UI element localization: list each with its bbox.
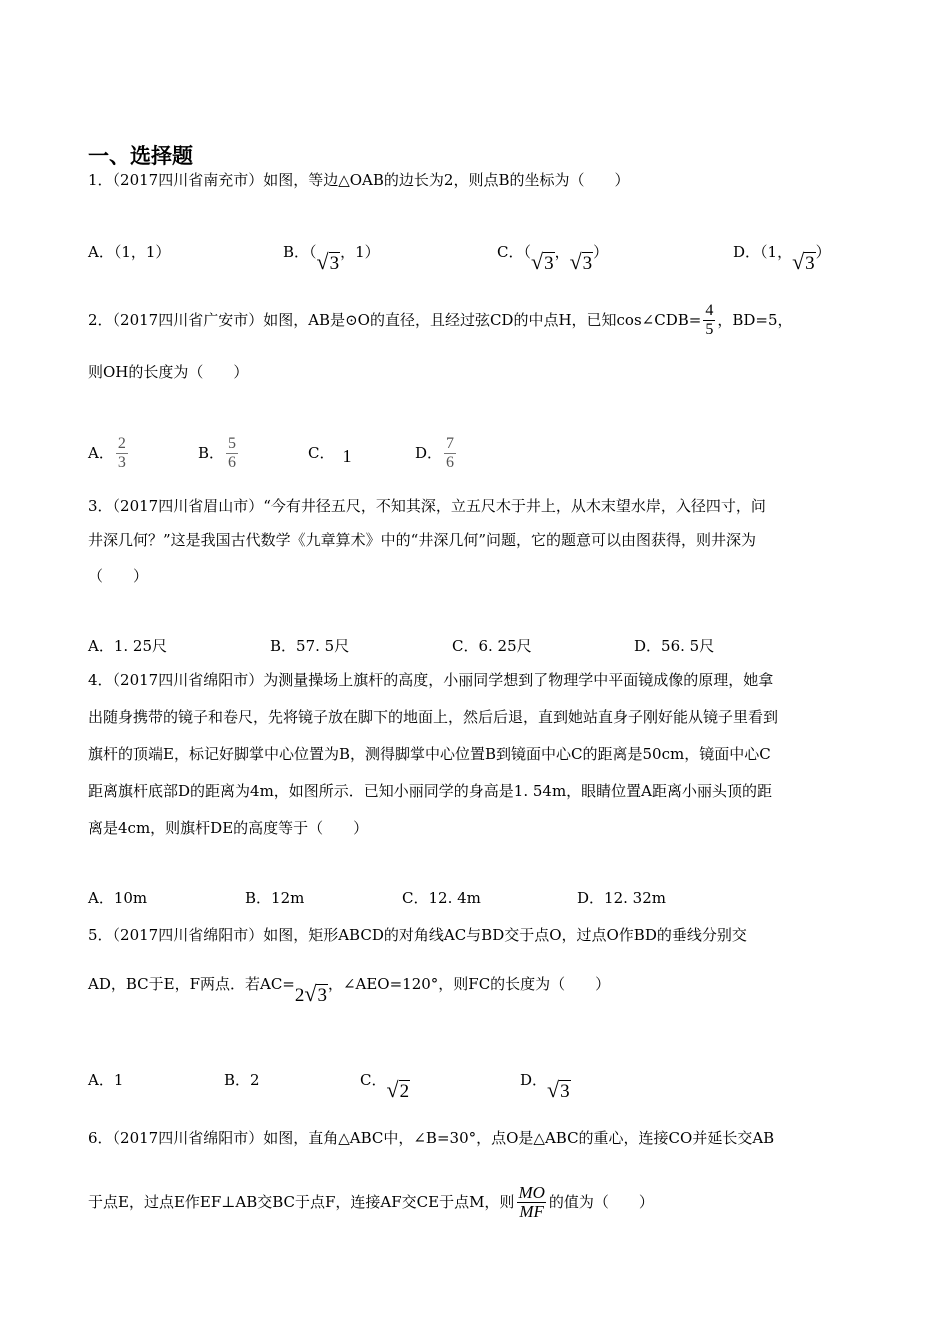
fraction: $\frac{7}{6}$ bbox=[446, 434, 455, 471]
q1-option-c: C．（√3，√3） bbox=[497, 243, 609, 274]
q3-option-b: B．57. 5尺 bbox=[270, 637, 350, 655]
question-6-line-1: 6．（2017四川省绵阳市）如图，直角△ABC中，∠B=30°，点O是△ABC的重心，连接CO并延长交AB bbox=[88, 1129, 775, 1147]
q4-option-b: B．12m bbox=[245, 889, 305, 907]
question-3-line-1: 3．（2017四川省眉山市）“今有井径五尺，不知其深，立五尺木于井上，从木末望水岸，入径四寸，问 bbox=[88, 497, 766, 515]
q2-option-d: D． $\frac{7}{6}$ bbox=[415, 434, 455, 471]
q1-option-a: A．（1，1） bbox=[88, 243, 171, 261]
sqrt-symbol: √3 bbox=[792, 249, 815, 274]
sqrt-symbol: √3 bbox=[569, 249, 593, 274]
section-title: 一、选择题 bbox=[88, 144, 193, 168]
question-4-line-1: 4．（2017四川省绵阳市）为测量操场上旗杆的高度，小丽同学想到了物理学中平面镜成像的原理，她拿 bbox=[88, 671, 774, 689]
sqrt-symbol: √3 bbox=[316, 249, 340, 274]
q5-option-a: A．1 bbox=[88, 1071, 124, 1089]
question-1 bbox=[88, 170, 629, 190]
q4-option-c: C．12. 4m bbox=[402, 889, 481, 907]
q1-option-b: B．（√3，1） bbox=[283, 243, 380, 274]
q2-option-b: B． $\frac{5}{6}$ bbox=[198, 434, 237, 471]
fraction: $\frac{2}{3}$ bbox=[117, 434, 126, 471]
question-4-line-2: 出随身携带的镜子和卷尺，先将镜子放在脚下的地面上，然后后退，直到她站直身子刚好能从镜子里看到 bbox=[88, 708, 779, 726]
question-4-line-5: 离是4cm，则旗杆DE的高度等于（ ） bbox=[88, 819, 369, 837]
question-2-line-1: 2．（2017四川省广安市）如图，AB是⊙O的直径，且经过弦CD的中点H，已知cos∠CDB= $\frac{4}{5}$ ，BD=5， bbox=[88, 301, 793, 338]
sqrt-symbol: √3 bbox=[547, 1077, 570, 1102]
question-3-line-2: 井深几何？”这是我国古代数学《九章算术》中的“井深几何”问题，它的题意可以由图获得，则井深为 bbox=[88, 531, 757, 549]
q2-option-c: C． 1 bbox=[308, 444, 352, 466]
question-6-line-2: 于点E，过点E作EF⊥AB交BC于点F，连接AF交CE于点M，则 $\frac{MO}{MF}$ 的值为（ ） bbox=[88, 1182, 654, 1221]
question-1-number: 1． bbox=[88, 171, 113, 189]
sqrt-symbol: √2 bbox=[386, 1077, 410, 1102]
sqrt-symbol: √3 bbox=[304, 981, 327, 1006]
question-1-text: （2017四川省南充市）如图，等边△OAB的边长为2，则点B的坐标为（ ） bbox=[112, 171, 630, 189]
q2-option-a: A． $\frac{2}{3}$ bbox=[88, 434, 126, 471]
question-2-line-2: 则OH的长度为（ ） bbox=[88, 363, 249, 381]
q5-option-b: B．2 bbox=[224, 1071, 260, 1089]
fraction: $\frac{5}{6}$ bbox=[228, 434, 237, 471]
fraction: $\frac{MO}{MF}$ bbox=[518, 1182, 545, 1221]
q3-option-a: A．1. 25尺 bbox=[88, 637, 167, 655]
q4-option-a: A．10m bbox=[88, 889, 148, 907]
q3-option-d: D．56. 5尺 bbox=[634, 637, 715, 655]
question-5-line-2: AD，BC于E，F两点．若AC=2√3，∠AEO=120°，则FC的长度为（ ） bbox=[88, 975, 611, 1006]
q5-option-d: D．√3 bbox=[520, 1071, 570, 1102]
q1-option-d: D．（1，√3） bbox=[733, 243, 831, 274]
q5-option-c: C．√2 bbox=[360, 1071, 410, 1102]
question-5-line-1: 5．（2017四川省绵阳市）如图，矩形ABCD的对角线AC与BD交于点O，过点O作BD的垂线分别交 bbox=[88, 926, 747, 944]
question-3-line-3: （ ） bbox=[88, 567, 149, 585]
question-4-line-4: 距离旗杆底部D的距离为4m，如图所示．已知小丽同学的身高是1. 54m，眼睛位置A距离小丽头顶的距 bbox=[88, 782, 773, 800]
q3-option-c: C．6. 25尺 bbox=[452, 637, 532, 655]
question-4-line-3: 旗杆的顶端E，标记好脚掌中心位置为B，测得脚掌中心位置B到镜面中心C的距离是50cm，镜面中心C bbox=[88, 745, 771, 763]
fraction: $\frac{4}{5}$ bbox=[705, 301, 714, 338]
q4-option-d: D．12. 32m bbox=[577, 889, 666, 907]
sqrt-symbol: √3 bbox=[530, 249, 554, 274]
